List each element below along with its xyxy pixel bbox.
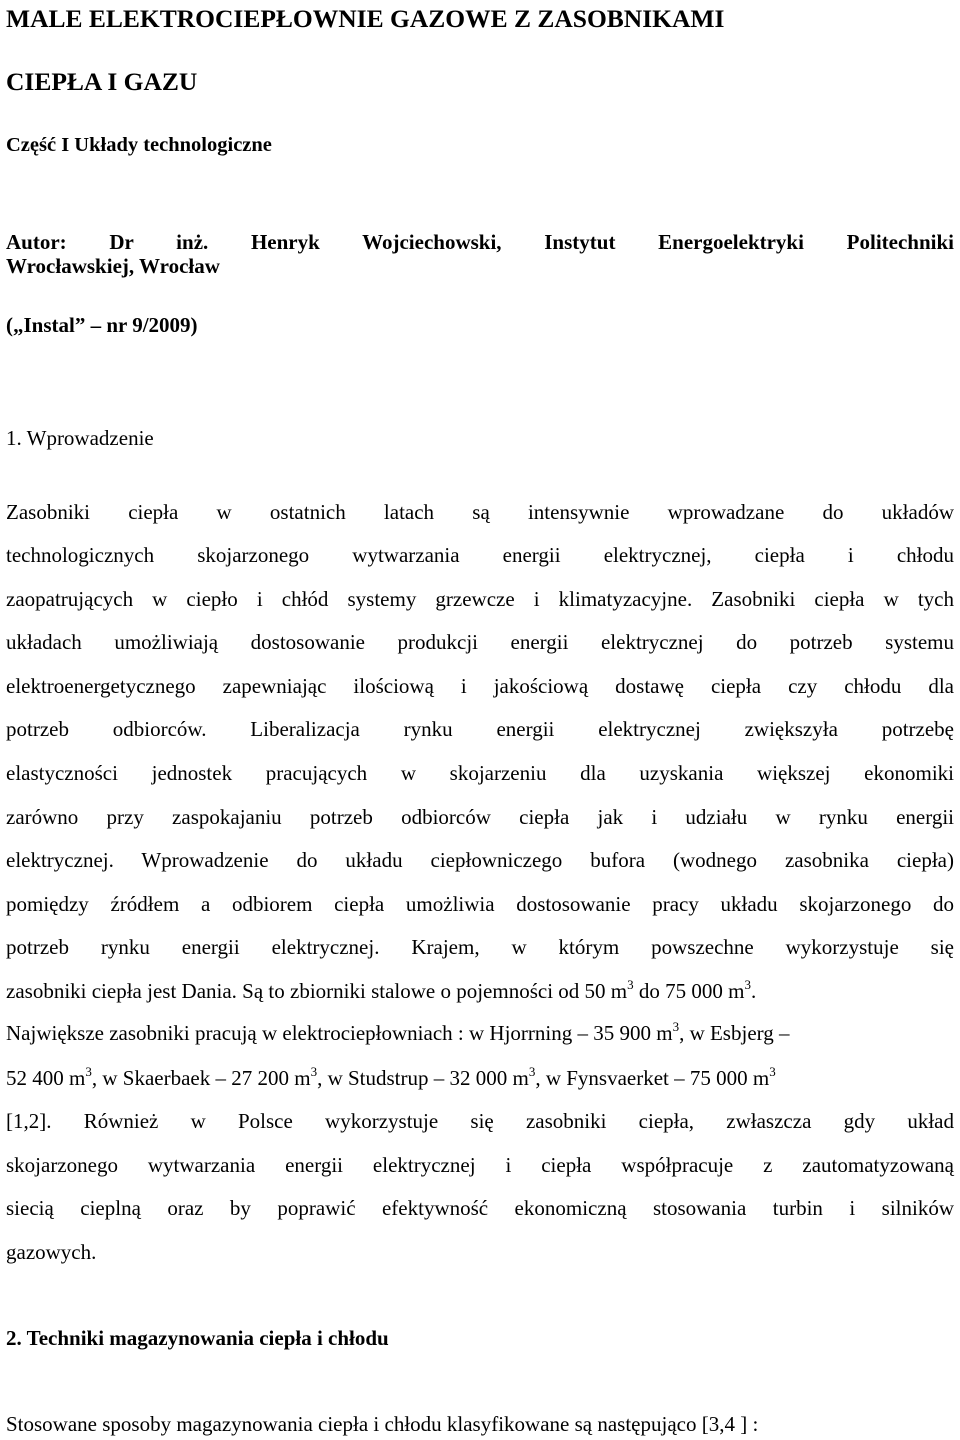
paragraph-line: potrzeb rynku energii elektrycznej. Krajem, w którym powszechne wykorzystuje się (6, 935, 954, 959)
superscript: 3 (310, 1064, 318, 1079)
author-line-1: Autor: Dr inż. Henryk Wojciechowski, Instytut Energoelektryki Politechniki (6, 230, 954, 254)
paragraph-line: skojarzonego wytwarzania energii elektrycznej i ciepła współpracuje z zautomatyzowaną (6, 1153, 954, 1177)
superscript: 3 (528, 1064, 536, 1079)
superscript: 3 (672, 1019, 680, 1034)
superscript: 3 (769, 1064, 776, 1079)
paragraph-line: gazowych. (6, 1240, 97, 1264)
title-line-2: CIEPŁA I GAZU (6, 67, 198, 96)
superscript: 3 (744, 977, 751, 992)
source-citation: („Instal” – nr 9/2009) (6, 313, 198, 337)
title-line-1: MALE ELEKTROCIEPŁOWNIE GAZOWE Z ZASOBNIKAMI (6, 4, 725, 33)
paragraph-line: pomiędzy źródłem a odbiorem ciepła umożliwia dostosowanie pracy układu skojarzonego do (6, 892, 954, 916)
paragraph-line: elastyczności jednostek pracujących w skojarzeniu dla uzyskania większej ekonomiki (6, 761, 954, 785)
text-segment: , w Studstrup – 32 000 m (317, 1066, 529, 1090)
text-segment: 52 400 m (6, 1066, 86, 1090)
text-segment: , w Esbjerg – (679, 1021, 790, 1045)
author-line-2: Wrocławskiej, Wrocław (6, 254, 220, 278)
text-segment: zasobniki ciepła jest Dania. Są to zbiorniki stalowe o pojemności od 50 m (6, 979, 628, 1003)
paragraph-line: elektroenergetycznego zapewniając ilościową i jakościową dostawę ciepła czy chłodu dla (6, 674, 954, 698)
section-2-heading: 2. Techniki magazynowania ciepła i chłodu (6, 1326, 389, 1350)
paragraph-line: elektrycznej. Wprowadzenie do układu ciepłowniczego bufora (wodnego zasobnika ciepła) (6, 848, 954, 872)
paragraph-line: Stosowane sposoby magazynowania ciepła i chłodu klasyfikowane są następująco [3,4 ] : (6, 1412, 759, 1436)
paragraph-line: zaopatrujących w ciepło i chłód systemy grzewcze i klimatyzacyjne. Zasobniki ciepła w tych (6, 587, 954, 611)
text-segment: , w Skaerbaek – 27 200 m (91, 1066, 311, 1090)
superscript: 3 (627, 977, 634, 992)
superscript: 3 (85, 1064, 92, 1079)
paragraph-line-capacity (6, 979, 954, 1004)
paragraph-line: zarówno przy zaspokajaniu potrzeb odbiorców ciepła jak i udziału w rynku energii (6, 805, 954, 829)
paragraph-line-plants (6, 1066, 954, 1091)
paragraph-line: [1,2]. Również w Polsce wykorzystuje się zasobniki ciepła, zwłaszcza gdy układ (6, 1109, 954, 1133)
paragraph-line: potrzeb odbiorców. Liberalizacja rynku energii elektrycznej zwiększyła potrzebę (6, 717, 954, 741)
text-segment: , w Fynsvaerket – 75 000 m (535, 1066, 770, 1090)
paragraph-line: siecią cieplną oraz by poprawić efektywność ekonomiczną stosowania turbin i silników (6, 1196, 954, 1220)
paragraph-line-largest (6, 1021, 954, 1046)
text-segment: do 75 000 m (633, 979, 745, 1003)
text-segment: Największe zasobniki pracują w elektrociepłowniach : w Hjorrning – 35 900 m (6, 1021, 673, 1045)
section-1-heading: 1. Wprowadzenie (6, 426, 154, 450)
paragraph-line: Zasobniki ciepła w ostatnich latach są intensywnie wprowadzane do układów (6, 500, 954, 524)
subtitle: Część I Układy technologiczne (6, 134, 272, 156)
text-segment: . (750, 979, 757, 1003)
paragraph-line: technologicznych skojarzonego wytwarzania energii elektrycznej, ciepła i chłodu (6, 543, 954, 567)
paragraph-line: układach umożliwiają dostosowanie produkcji energii elektrycznej do potrzeb systemu (6, 630, 954, 654)
